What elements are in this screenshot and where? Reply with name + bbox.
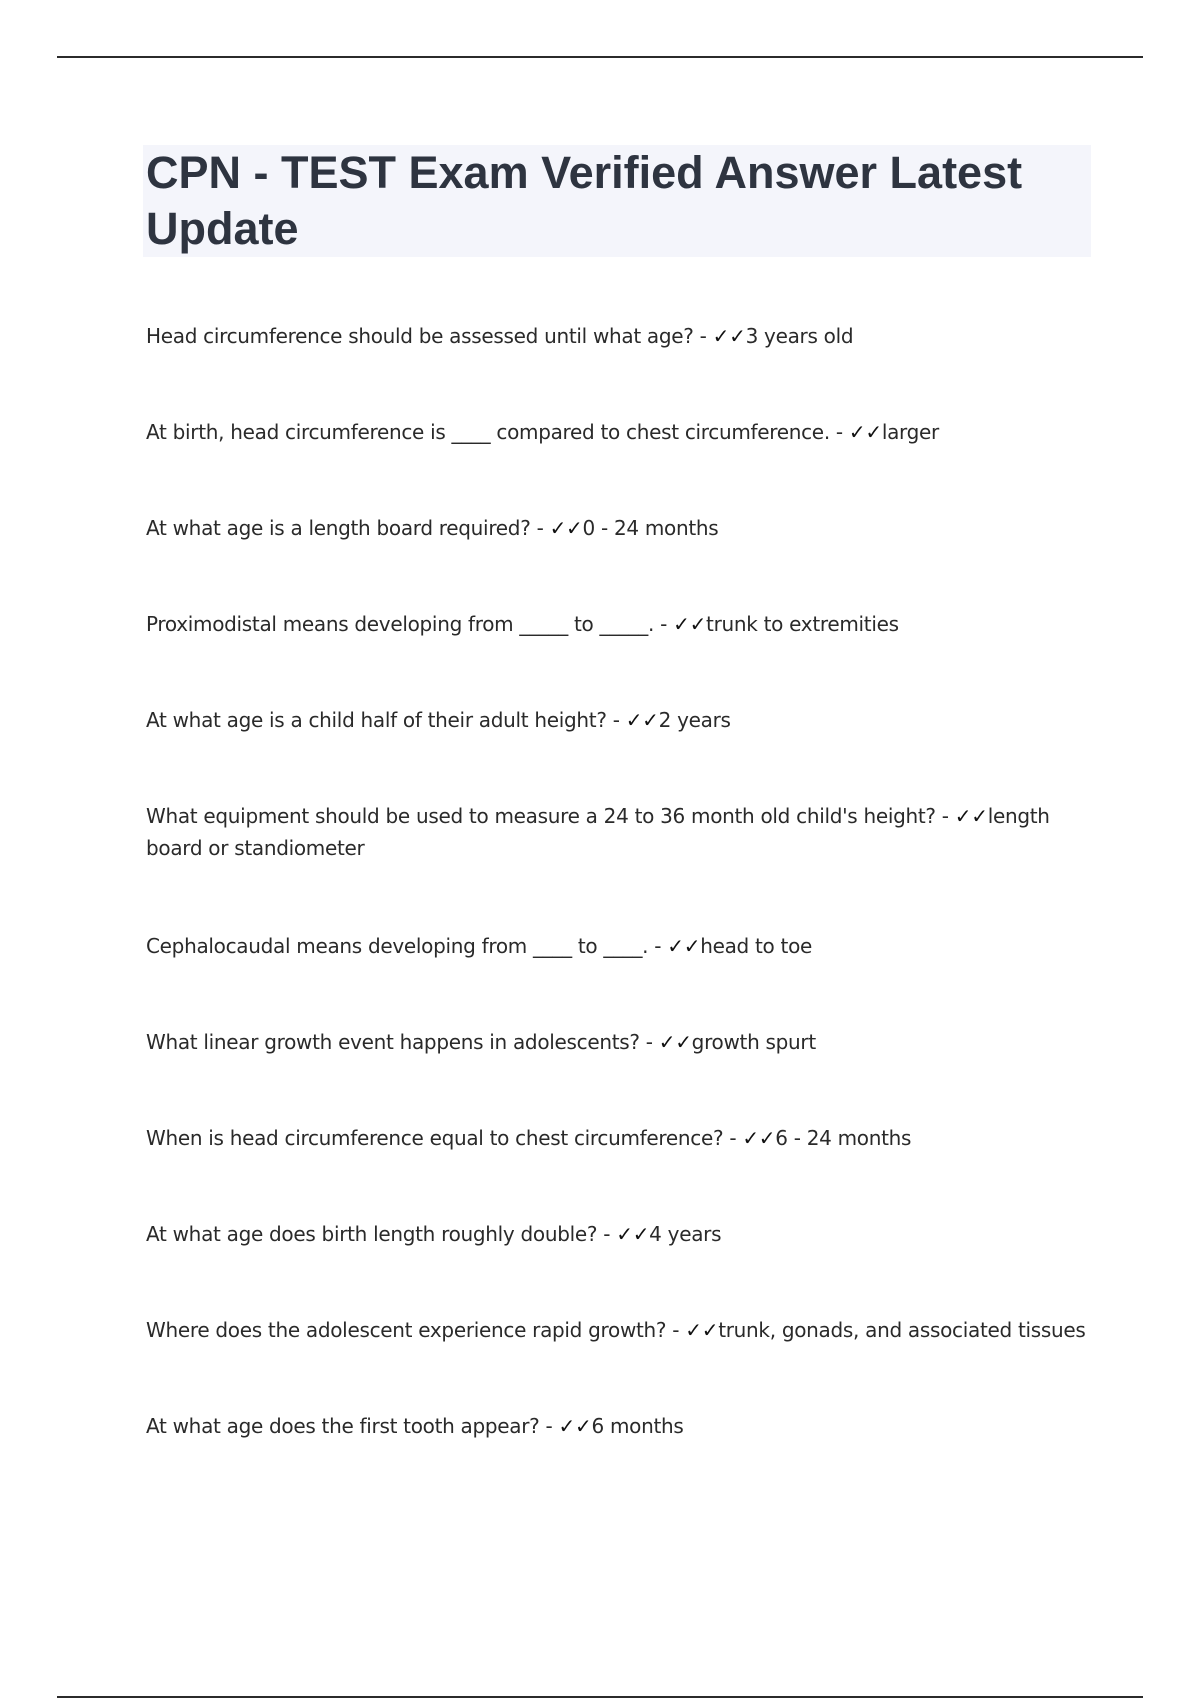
answer-text: length board or standiometer: [146, 804, 1050, 860]
separator: -: [935, 804, 955, 828]
separator: -: [693, 324, 713, 348]
double-check-icon: ✓✓: [685, 1318, 719, 1342]
qa-item: [146, 1218, 1096, 1250]
answer-text: 3 years old: [745, 324, 854, 348]
double-check-icon: ✓✓: [954, 804, 988, 828]
separator: -: [648, 934, 668, 958]
double-check-icon: ✓✓: [848, 420, 882, 444]
answer-text: 6 months: [591, 1414, 684, 1438]
bottom-divider: [57, 1696, 1143, 1698]
answer-text: head to toe: [700, 934, 813, 958]
answer-text: trunk, gonads, and associated tissues: [718, 1318, 1086, 1342]
separator: -: [530, 516, 550, 540]
page-title: CPN - TEST Exam Verified Answer Latest Update: [146, 147, 1023, 254]
double-check-icon: ✓✓: [549, 516, 583, 540]
question-text: Where does the adolescent experience rapid growth?: [146, 1318, 667, 1342]
question-text: What linear growth event happens in adolescents?: [146, 1030, 640, 1054]
answer-text: 0 - 24 months: [582, 516, 719, 540]
qa-item: [146, 1026, 1096, 1058]
qa-item: [146, 1122, 1096, 1154]
qa-item: [146, 930, 1096, 962]
double-check-icon: ✓✓: [673, 612, 707, 636]
qa-item: [146, 608, 1096, 640]
separator: -: [539, 1414, 559, 1438]
separator: -: [606, 708, 626, 732]
answer-text: 2 years: [658, 708, 731, 732]
question-text: At what age is a length board required?: [146, 516, 531, 540]
qa-item: [146, 704, 1096, 736]
question-text: At what age is a child half of their adult height?: [146, 708, 607, 732]
separator: -: [666, 1318, 686, 1342]
question-text: What equipment should be used to measure a 24 to 36 month old child's height?: [146, 804, 936, 828]
separator: -: [654, 612, 674, 636]
top-divider: [57, 56, 1143, 58]
qa-list: [146, 320, 1096, 1506]
double-check-icon: ✓✓: [625, 708, 659, 732]
answer-text: 6 - 24 months: [775, 1126, 912, 1150]
separator: -: [639, 1030, 659, 1054]
answer-text: larger: [881, 420, 939, 444]
qa-item: [146, 1410, 1096, 1442]
qa-item: [146, 1314, 1096, 1346]
double-check-icon: ✓✓: [712, 324, 746, 348]
double-check-icon: ✓✓: [667, 934, 701, 958]
double-check-icon: ✓✓: [742, 1126, 776, 1150]
qa-item: [146, 512, 1096, 544]
question-text: At birth, head circumference is ____ compared to chest circumference.: [146, 420, 830, 444]
qa-item: [146, 416, 1096, 448]
question-text: When is head circumference equal to chest circumference?: [146, 1126, 724, 1150]
separator: -: [723, 1126, 743, 1150]
question-text: At what age does birth length roughly double?: [146, 1222, 598, 1246]
double-check-icon: ✓✓: [558, 1414, 592, 1438]
answer-text: trunk to extremities: [706, 612, 899, 636]
qa-item: [146, 320, 1096, 352]
question-text: Cephalocaudal means developing from ____ to ____.: [146, 934, 649, 958]
double-check-icon: ✓✓: [658, 1030, 692, 1054]
answer-text: 4 years: [649, 1222, 722, 1246]
separator: -: [597, 1222, 617, 1246]
question-text: At what age does the first tooth appear?: [146, 1414, 540, 1438]
answer-text: growth spurt: [691, 1030, 816, 1054]
question-text: Head circumference should be assessed until what age?: [146, 324, 694, 348]
separator: -: [829, 420, 849, 444]
question-text: Proximodistal means developing from _____ to _____.: [146, 612, 655, 636]
double-check-icon: ✓✓: [616, 1222, 650, 1246]
qa-item: [146, 800, 1096, 864]
title-banner: [143, 145, 1091, 257]
